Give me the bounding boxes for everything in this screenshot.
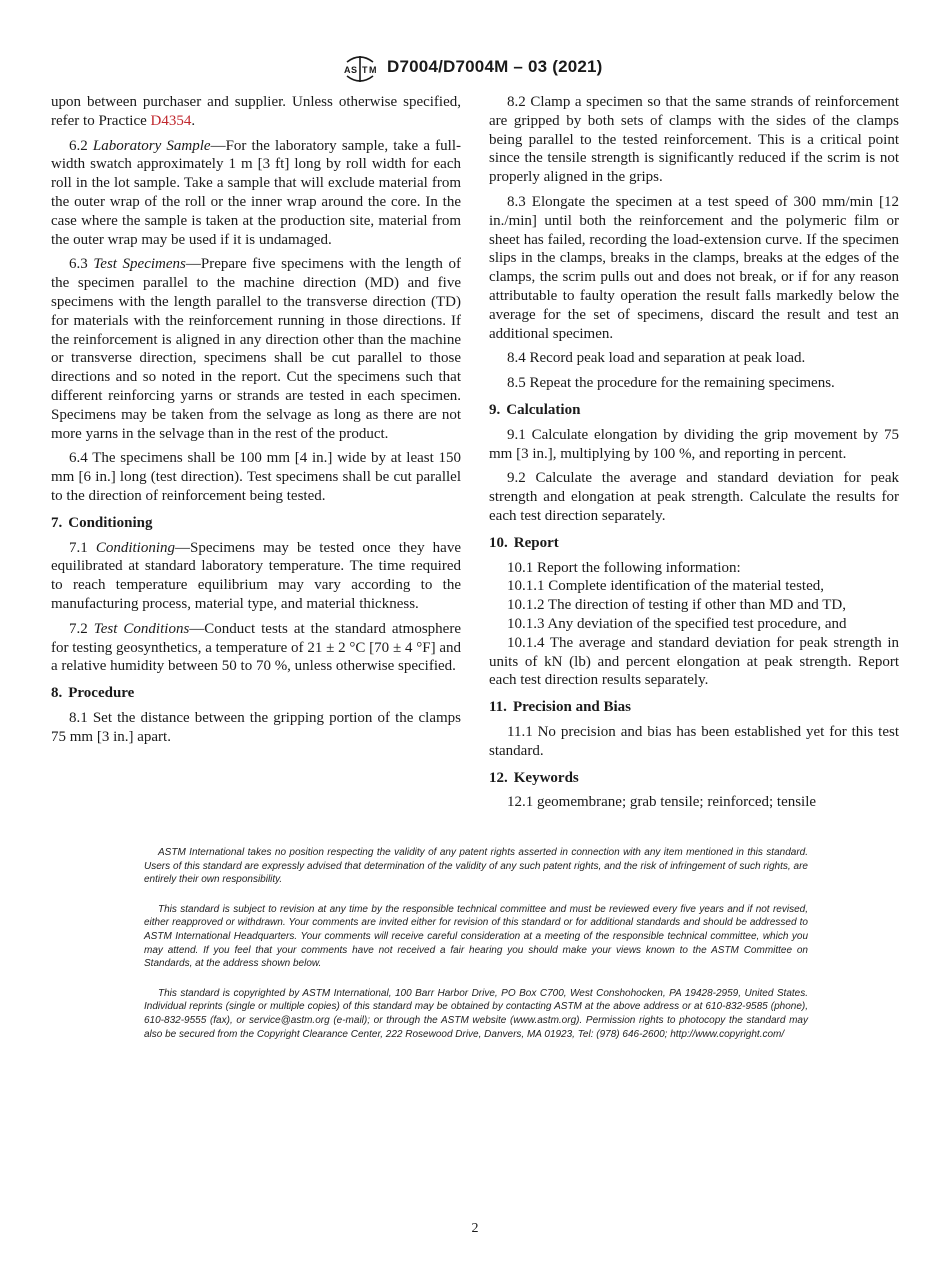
svg-text:A: A (344, 65, 351, 75)
page-number: 2 (471, 1221, 479, 1236)
section-7-1: 7.1 Conditioning—Specimens may be tested once they have equilibrated at standard laboratory temperature. The time required to reach temperature equilibrium may vary according to the manufacturing process, material type, and material thickness. (51, 539, 461, 612)
heading-report: 10. Report (489, 534, 559, 551)
section-9-2: 9.2 Calculate the average and standard deviation for peak strength and elongation at peak strength. Calculate the results for each test direction separately. (489, 470, 899, 524)
section-10-1-3: 10.1.3 Any deviation of the specified test procedure, and (507, 615, 847, 632)
svg-text:T: T (362, 65, 368, 75)
section-11-1: 11.1 No precision and bias has been established yet for this test standard. (489, 723, 899, 759)
practice-d4354-link[interactable]: D4354 (150, 112, 192, 129)
legal-notices (144, 846, 808, 1057)
section-8-4: 8.4 Record peak load and separation at peak load. (507, 350, 806, 367)
section-10-1-2: 10.1.2 The direction of testing if other than MD and TD, (507, 597, 846, 614)
section-8-1: 8.1 Set the distance between the gripping portion of the clamps 75 mm [3 in.] apart. (51, 709, 461, 745)
section-6-3: 6.3 Test Specimens—Prepare five specimens with the length of the specimen parallel to the machine direction (MD) and five specimens with the length parallel to the transverse direction (TD) for materials with the reinforcement running in those directions. If the reinforcement is aligned in any direction other than the machine or transverse direction, specimens shall be cut parallel to those directions and so noted in the report. Cut the specimens such that different reinforcing yarns or strands are tested in each specimen. Specimens may be taken from the selvage as long as there are not more yarns in the selvage than in the rest of the product. (51, 256, 461, 442)
section-10-1: 10.1 Report the following information: (507, 559, 741, 576)
heading-precision-and-bias: 11. Precision and Bias (489, 699, 632, 716)
heading-procedure: 8. Procedure (51, 685, 135, 702)
copyright-notice: This standard is copyrighted by ASTM International, 100 Barr Harbor Drive, PO Box C700, West Conshohocken, PA 19428-2959, United States. Individual reprints (single or multiple copies) of this standard may be obtained by contacting ASTM at the above address or at 610-832-9585 (phone), 610-832-9555 (fax), or service@astm.org (e-mail); or through the ASTM website (www.astm.org). Permission rights to photocopy the standard may also be secured from the Copyright Clearance Center, 222 Rosewood Drive, Danvers, MA 01923, Tel: (978) 646-2600; http://www.copyright.com/ (144, 987, 808, 1040)
revision-notice: This standard is subject to revision at any time by the responsible technical committee and must be reviewed every five years and if not revised, either reapproved or withdrawn. Your comments are invited either for revision of this standard or for additional standards and should be addressed to ASTM International Headquarters. Your comments will receive careful consideration at a meeting of the responsible technical committee, which you may attend. If you feel that your comments have not received a fair hearing you should make your views known to the ASTM Committee on Standards, at the address shown below. (144, 903, 808, 970)
section-10-1-1: 10.1.1 Complete identification of the material tested, (507, 578, 824, 595)
section-6-2: 6.2 Laboratory Sample—For the laboratory sample, take a full-width swatch approximately 1 m [3 ft] long by roll width for each roll in the lot sample. Take a sample that will exclude material from the outer wrap of the roll or the inner wrap around the core. In the case where the sample is taken at the production site, material from the outer wrap may be used if it is undamaged. (51, 137, 461, 248)
astm-logo-icon (341, 54, 379, 84)
page-header (0, 54, 950, 84)
right-column (489, 93, 899, 818)
svg-text:S: S (351, 65, 358, 75)
heading-calculation: 9. Calculation (489, 401, 581, 418)
patent-notice: ASTM International takes no position respecting the validity of any patent rights asserted in connection with any item mentioned in this standard. Users of this standard are expressly advised that determination of the validity of any such patent rights, and the risk of infringement of such rights, are entirely their own responsibility. (144, 847, 808, 886)
section-9-1: 9.1 Calculate elongation by dividing the grip movement by 75 mm [3 in.], multiplying by 100 %, and reporting in percent. (489, 426, 899, 462)
left-column (51, 93, 461, 753)
section-7-2: 7.2 Test Conditions—Conduct tests at the standard atmosphere for testing geosynthetics, a temperature of 21 ± 2 °C [70 ± 4 °F] and a relative humidity between 50 to 70 %, unless otherwise specified. (51, 620, 461, 675)
section-12-1: 12.1 geomembrane; grab tensile; reinforced; tensile (507, 794, 817, 811)
standard-designation: D7004/D7004M – 03 (2021) (387, 57, 603, 76)
section-8-3: 8.3 Elongate the specimen at a test speed of 300 mm/min [12 in./min] until both the reinforcement and the polymeric film or sheet has failed, recording the load-extension curve. If the specimen slips in the clamps, breaks in the clamps, breaks at the edges of the clamps, the scrim pulls out and does not break, or if for any reason attributable to faulty operation the result falls markedly below the average for the set of specimens, discard the result and test an additional specimen. (489, 193, 899, 342)
heading-keywords: 12. Keywords (489, 769, 579, 786)
section-8-2: 8.2 Clamp a specimen so that the same strands of reinforcement are gripped by both sets of clamps with the sides of the clamps being parallel to the tested reinforcement. This is a critical point since the tensile strength is significantly reduced if the scrim is not properly aligned in the grips. (489, 94, 899, 186)
heading-conditioning: 7. Conditioning (51, 514, 153, 531)
paragraph-6-1-continued: upon between purchaser and supplier. Unless otherwise specified, refer to Practice D4354. (51, 94, 461, 129)
section-10-1-4: 10.1.4 The average and standard deviation for peak strength in units of kN (lb) and percent elongation at peak strength. Report each test direction results separately. (489, 634, 899, 689)
svg-text:M: M (369, 65, 377, 75)
section-6-4: 6.4 The specimens shall be 100 mm [4 in.] wide by at least 150 mm [6 in.] long (test direction). Test specimens shall be cut parallel to the direction of reinforcement being tested. (51, 450, 461, 504)
section-8-5: 8.5 Repeat the procedure for the remaining specimens. (507, 375, 835, 392)
